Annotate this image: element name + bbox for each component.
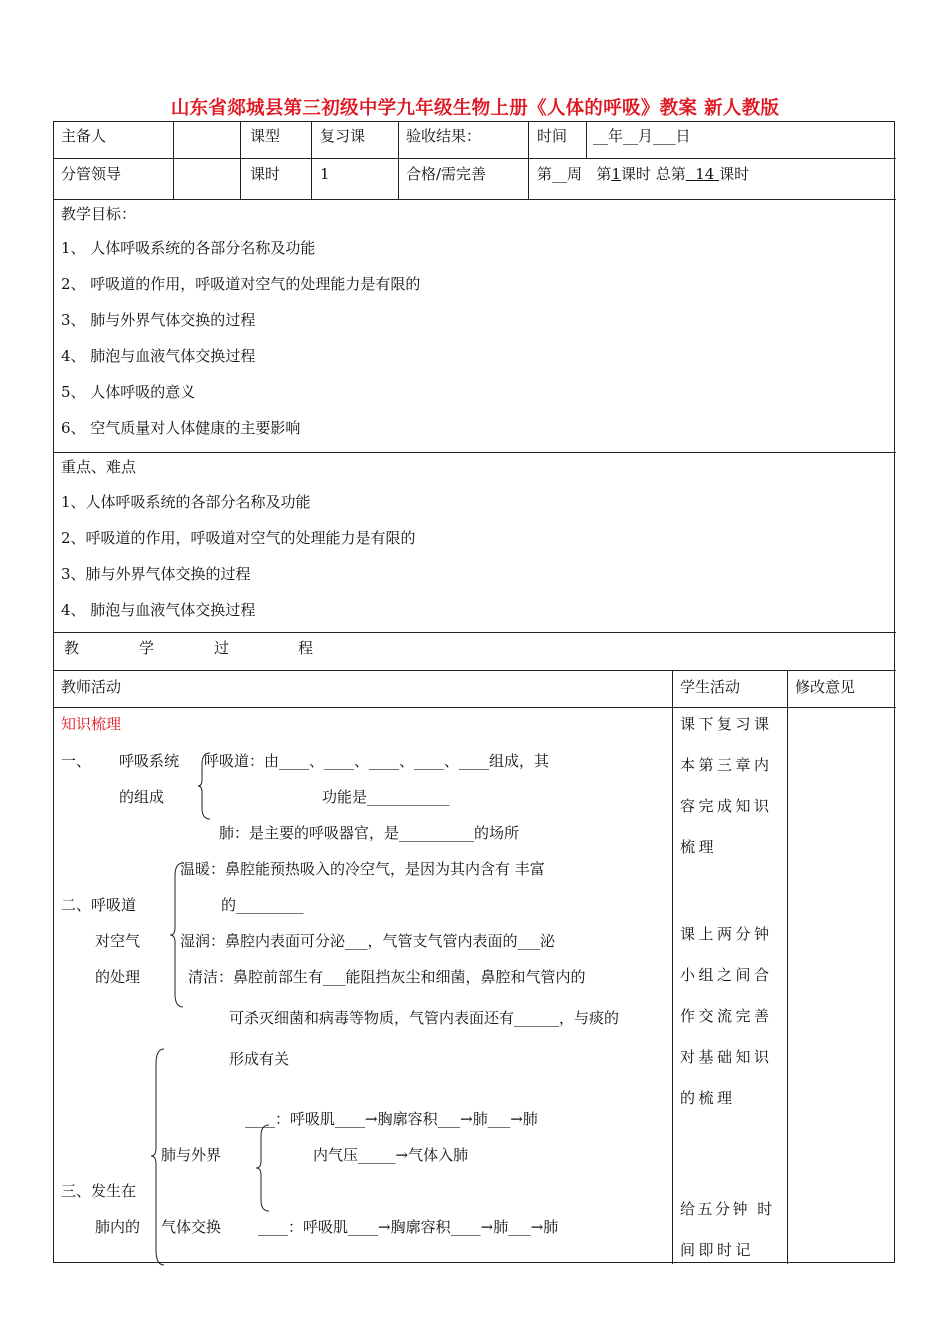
row-divider <box>54 452 896 453</box>
pressure-line <box>313 1146 468 1164</box>
date-blank: ___ <box>653 127 676 145</box>
arrow-right-icon: → <box>378 1218 391 1236</box>
wet-line: 湿润：鼻腔内表面可分泌___，气管支气管内表面的___泌 <box>180 932 556 950</box>
section-two-label: 二、呼吸道 <box>61 896 137 914</box>
exhale-step: ____：呼吸肌____ <box>258 1218 379 1236</box>
section-two-label: 对空气 <box>95 932 141 950</box>
date-blank: __ <box>623 127 639 145</box>
lung-line <box>219 824 519 842</box>
week-blank: __ <box>552 165 568 183</box>
arrow-right-icon: → <box>365 1110 378 1128</box>
section-three-sub-label: 肺与外界 <box>161 1146 222 1164</box>
objective-item: 1、 人体呼吸系统的各部分名称及功能 <box>61 239 316 257</box>
keypoint-item: 3、肺与外界气体交换的过程 <box>61 565 251 583</box>
header-label-kexing: 课型 <box>250 127 281 145</box>
header-label-keshi: 课时 <box>250 165 281 183</box>
header-label-fenguan: 分管领导 <box>61 165 122 183</box>
process-char: 程 <box>298 639 314 657</box>
col-divider <box>398 122 399 199</box>
lung-text: 肺：是主要的呼吸器官，是 <box>219 824 400 842</box>
clean-line: 清洁：鼻腔前部生有___能阻挡灰尘和细菌，鼻腔和气管内的 <box>188 968 586 986</box>
section-three-label: 肺内的 <box>95 1218 141 1236</box>
week-text: 课时 <box>719 165 750 183</box>
student-activity-line: 容完成知识 <box>680 797 773 815</box>
row-divider <box>54 199 896 200</box>
student-activity-line: 小组之间合 <box>680 966 773 984</box>
inhale-line <box>245 1110 538 1128</box>
process-char: 教 <box>64 639 80 657</box>
pressure-step: 内气压_____ <box>313 1146 396 1164</box>
header-value-keshi: 1 <box>320 165 330 183</box>
week-text: 第 <box>537 165 553 183</box>
objective-item: 6、 空气质量对人体健康的主要影响 <box>61 419 301 437</box>
header-week-line <box>537 165 749 183</box>
keypoint-item: 2、呼吸道的作用，呼吸道对空气的处理能力是有限的 <box>61 529 416 547</box>
student-activity-line: 对基础知识 <box>680 1048 773 1066</box>
col-header-student: 学生活动 <box>680 678 741 696</box>
week-text: 总第 <box>655 165 686 183</box>
exhale-step: 肺 <box>543 1218 559 1236</box>
week-text: 第 <box>596 165 612 183</box>
section-one-number: 一、 <box>61 752 92 770</box>
row-divider <box>54 707 896 708</box>
exhale-step: 胸廓容积____ <box>390 1218 481 1236</box>
student-activity-line: 梳理 <box>680 838 718 856</box>
arrow-right-icon: → <box>480 1218 494 1236</box>
header-pass-label: 合格/需完善 <box>406 165 487 183</box>
process-char: 学 <box>139 639 155 657</box>
inhale-step: 胸廓容积___ <box>377 1110 461 1128</box>
lung-blank: __________ <box>399 824 475 842</box>
keypoints-heading: 重点、难点 <box>61 458 137 476</box>
inhale-step: ____：呼吸肌____ <box>245 1110 366 1128</box>
warm-line-2: 的_________ <box>221 896 304 914</box>
student-activity-line: 给五分钟 时 <box>680 1200 775 1218</box>
objective-item: 5、 人体呼吸的意义 <box>61 383 196 401</box>
header-label-yanshou: 验收结果： <box>406 127 482 145</box>
objective-item: 3、 肺与外界气体交换的过程 <box>61 311 256 329</box>
student-activity-line: 课下复习课 <box>680 715 773 733</box>
clean-line-2: 可杀灭细菌和病毒等物质，气管内表面还有______，与痰的 <box>229 1009 620 1027</box>
lesson-number: 1 <box>611 165 621 183</box>
col-header-teacher: 教师活动 <box>61 678 122 696</box>
objectives-heading: 教学目标： <box>61 205 137 223</box>
col-divider <box>240 122 241 199</box>
process-char: 过 <box>214 639 230 657</box>
student-activity-line: 本第三章内 <box>680 756 773 774</box>
student-activity-line: 的梳理 <box>680 1089 736 1107</box>
objective-item: 2、 呼吸道的作用，呼吸道对空气的处理能力是有限的 <box>61 275 421 293</box>
date-blank: __ <box>593 127 608 145</box>
date-month-label: 月 <box>638 127 654 145</box>
inhale-step: 肺 <box>522 1110 538 1128</box>
keypoint-item: 1、人体呼吸系统的各部分名称及功能 <box>61 493 311 511</box>
student-activity-line: 间即时记 <box>680 1241 755 1259</box>
student-activity-line: 课上两分钟 <box>680 925 773 943</box>
col-header-revise: 修改意见 <box>795 678 856 696</box>
week-text: 课时 <box>620 165 651 183</box>
warm-line: 温暖：鼻腔能预热吸入的冷空气，是因为其内含有 丰富 <box>180 860 545 878</box>
section-three-label: 三、发生在 <box>61 1182 137 1200</box>
exhale-line <box>258 1218 558 1236</box>
row-divider <box>54 632 896 633</box>
document-title: 山东省郯城县第三初级中学九年级生物上册《人体的呼吸》教案 新人教版 <box>170 98 780 119</box>
arrow-right-icon: → <box>460 1110 473 1128</box>
section-three-sub-label: 气体交换 <box>161 1218 222 1236</box>
header-label-shijian: 时间 <box>537 127 568 145</box>
col-divider <box>787 670 788 1264</box>
row-divider <box>54 670 896 671</box>
student-activity-line: 作交流完善 <box>680 1007 773 1025</box>
col-divider <box>672 670 673 1264</box>
section-one-label: 的组成 <box>119 788 165 806</box>
pressure-step: 气体入肺 <box>408 1146 469 1164</box>
respiratory-tract-line: 呼吸道：由____、____、____、____、____组成，其 <box>204 752 550 770</box>
arrow-right-icon: → <box>530 1218 544 1236</box>
section-two-label: 的处理 <box>95 968 141 986</box>
exhale-step: 肺___ <box>493 1218 531 1236</box>
section-one-label: 呼吸系统 <box>119 752 180 770</box>
date-year-label: 年 <box>608 127 624 145</box>
arrow-right-icon: → <box>395 1146 409 1164</box>
col-divider <box>173 122 174 199</box>
col-divider <box>311 122 312 199</box>
row-divider <box>54 158 896 159</box>
function-line: 功能是___________ <box>322 788 450 806</box>
inhale-step: 肺___ <box>472 1110 511 1128</box>
lung-text: 的场所 <box>474 824 520 842</box>
brace-icon <box>256 1124 270 1212</box>
objective-item: 4、 肺泡与血液气体交换过程 <box>61 347 256 365</box>
section-title: 知识梳理 <box>61 715 122 733</box>
col-divider <box>586 122 587 158</box>
week-text: 周 <box>567 165 583 183</box>
clean-line-3: 形成有关 <box>229 1050 290 1068</box>
header-label-zhubeiren: 主备人 <box>61 127 107 145</box>
header-value-kexing: 复习课 <box>320 127 366 145</box>
total-lesson-number <box>686 165 719 183</box>
keypoint-item: 4、 肺泡与血液气体交换过程 <box>61 601 256 619</box>
header-date <box>593 127 691 145</box>
col-divider <box>528 122 529 199</box>
date-day-label: 日 <box>675 127 691 145</box>
total-lesson-value: 14 <box>695 165 715 183</box>
arrow-right-icon: → <box>510 1110 523 1128</box>
